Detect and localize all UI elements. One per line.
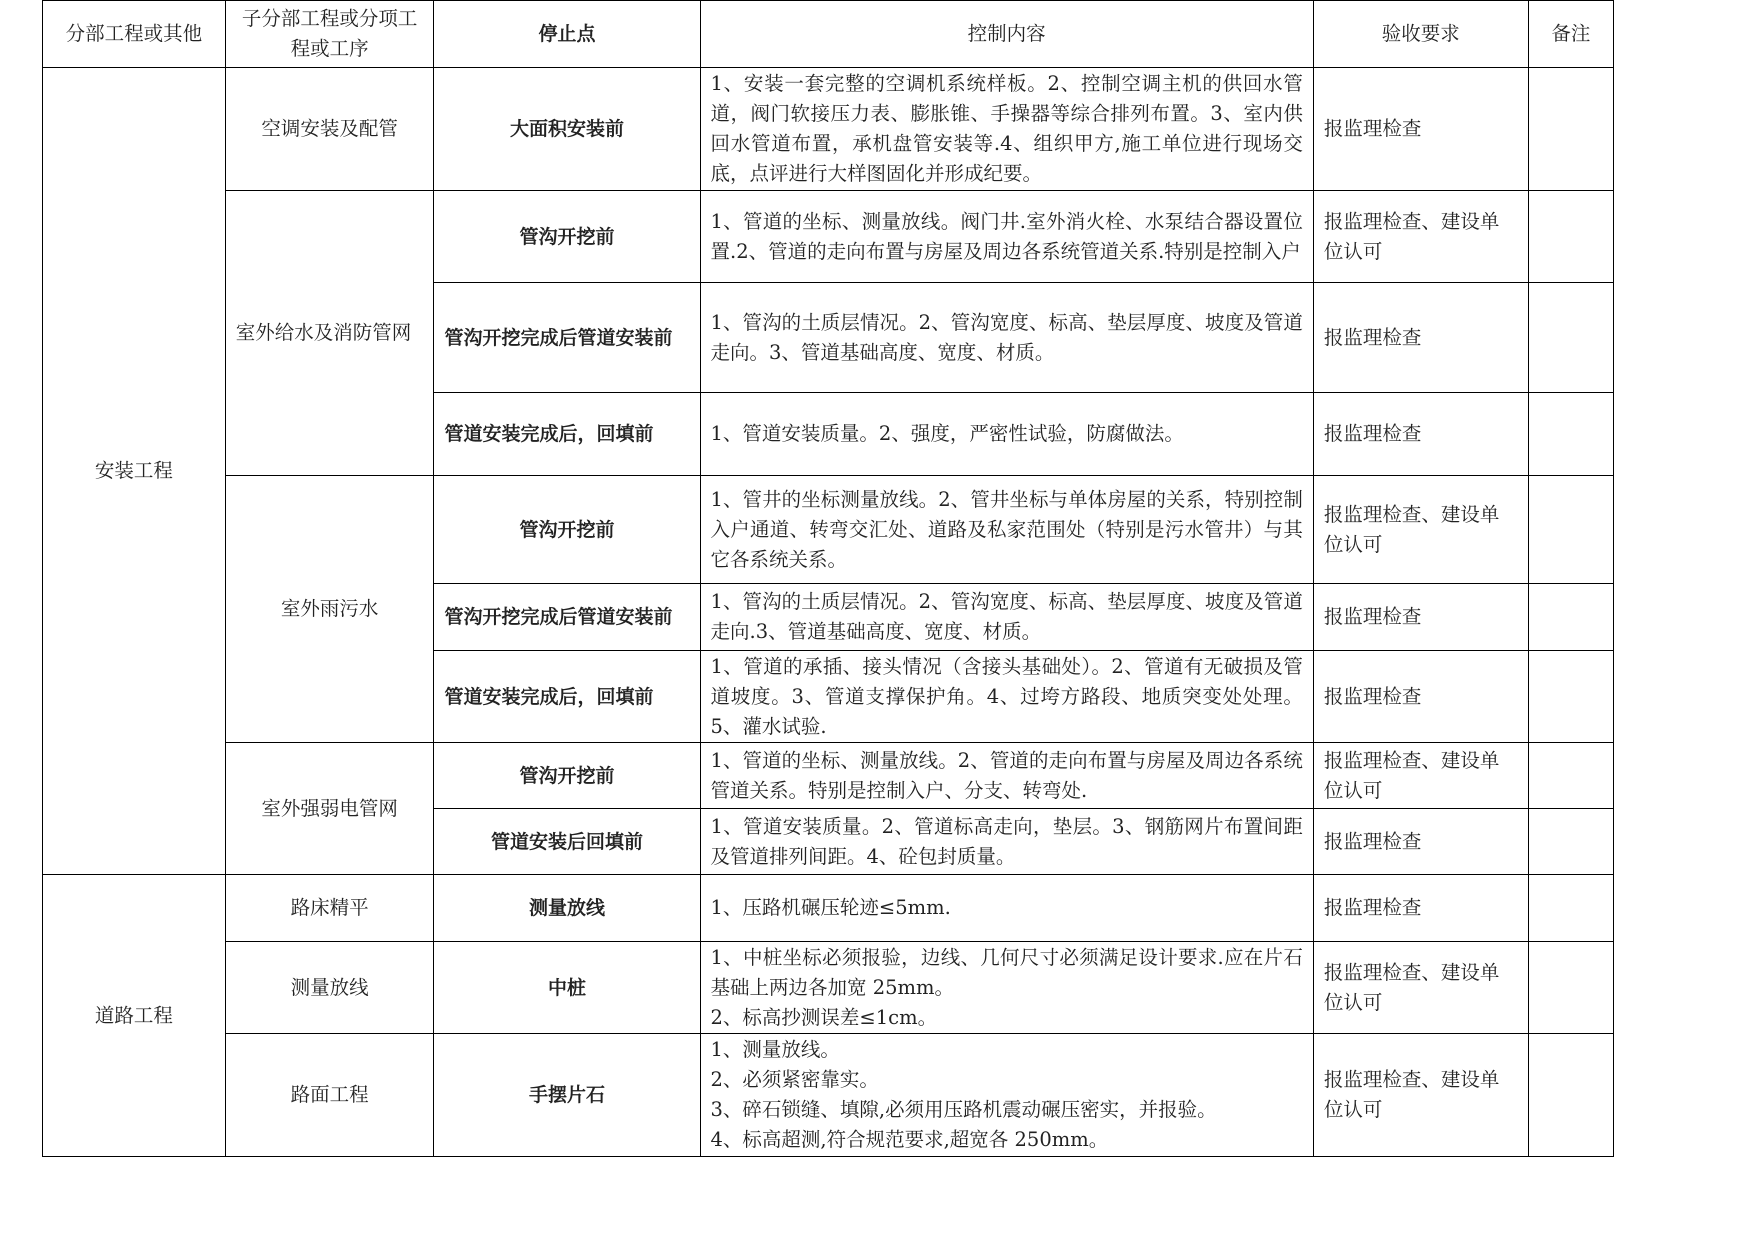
- control-content-cell: 1、管道的坐标、测量放线。2、管道的走向布置与房屋及周边各系统管道关系。特别是控制入户、分支、转弯处.: [700, 743, 1313, 809]
- header-acceptance: 验收要求: [1313, 1, 1528, 68]
- remarks-cell: [1528, 476, 1613, 584]
- stop-point-cell: 管道安装完成后，回填前: [434, 393, 700, 476]
- control-content-cell: 1、测量放线。 2、必须紧密靠实。 3、碎石锁缝、填隙,必须用压路机震动碾压密实，并报验。 4、标高超测,符合规范要求,超宽各 250mm。: [700, 1034, 1313, 1157]
- control-content-cell: 1、管道的承插、接头情况（含接头基础处）。2、管道有无破损及管道坡度。3、管道支撑保护角。4、过垮方路段、地质突变处处理。5、灌水试验.: [700, 651, 1313, 743]
- remarks-cell: [1528, 651, 1613, 743]
- control-content-cell: 1、管沟的土质层情况。2、管沟宽度、标高、垫层厚度、坡度及管道走向。3、管道基础高度、宽度、材质。: [700, 283, 1313, 393]
- acceptance-cell: 报监理检查: [1313, 393, 1528, 476]
- header-remarks: 备注: [1528, 1, 1613, 68]
- acceptance-cell: 报监理检查: [1313, 809, 1528, 875]
- table-row: [43, 68, 1614, 191]
- acceptance-cell: 报监理检查、建设单位认可: [1313, 191, 1528, 283]
- control-content-cell: 1、管沟的土质层情况。2、管沟宽度、标高、垫层厚度、坡度及管道走向.3、管道基础高度、宽度、材质。: [700, 584, 1313, 651]
- header-subdivision: 子分部工程或分项工程或工序: [225, 1, 434, 68]
- table-row: [43, 191, 1614, 283]
- acceptance-cell: 报监理检查: [1313, 283, 1528, 393]
- header-stop-point: 停止点: [434, 1, 700, 68]
- table-row: [43, 1034, 1614, 1157]
- subdivision-cell: 空调安装及配管: [225, 68, 434, 191]
- stop-point-cell: 中桩: [434, 942, 700, 1034]
- acceptance-cell: 报监理检查: [1313, 584, 1528, 651]
- stop-point-cell: 测量放线: [434, 875, 700, 942]
- remarks-cell: [1528, 1034, 1613, 1157]
- header-row: [43, 1, 1614, 68]
- acceptance-cell: 报监理检查: [1313, 68, 1528, 191]
- acceptance-cell: 报监理检查: [1313, 875, 1528, 942]
- remarks-cell: [1528, 875, 1613, 942]
- table-row: [43, 875, 1614, 942]
- stop-point-cell: 管道安装完成后，回填前: [434, 651, 700, 743]
- stop-point-cell: 管沟开挖完成后管道安装前: [434, 584, 700, 651]
- acceptance-cell: 报监理检查、建设单位认可: [1313, 476, 1528, 584]
- control-content-cell: 1、管井的坐标测量放线。2、管井坐标与单体房屋的关系，特别控制入户通道、转弯交汇处、道路及私家范围处（特别是污水管井）与其它各系统关系。: [700, 476, 1313, 584]
- header-division: 分部工程或其他: [43, 1, 226, 68]
- stop-point-cell: 管沟开挖前: [434, 191, 700, 283]
- remarks-cell: [1528, 393, 1613, 476]
- stop-point-cell: 大面积安装前: [434, 68, 700, 191]
- division-cell: 道路工程: [43, 875, 226, 1157]
- acceptance-cell: 报监理检查: [1313, 651, 1528, 743]
- table-row: [43, 476, 1614, 584]
- acceptance-cell: 报监理检查、建设单位认可: [1313, 743, 1528, 809]
- control-content-cell: 1、管道的坐标、测量放线。阀门井.室外消火栓、水泵结合器设置位置.2、管道的走向布置与房屋及周边各系统管道关系.特别是控制入户: [700, 191, 1313, 283]
- header-control-content: 控制内容: [700, 1, 1313, 68]
- remarks-cell: [1528, 809, 1613, 875]
- control-content-cell: 1、中桩坐标必须报验，边线、几何尺寸必须满足设计要求.应在片石基础上两边各加宽 25mm。 2、标高抄测误差≤1cm。: [700, 942, 1313, 1034]
- subdivision-cell: 测量放线: [225, 942, 434, 1034]
- remarks-cell: [1528, 743, 1613, 809]
- division-cell: 安装工程: [43, 68, 226, 875]
- acceptance-cell: 报监理检查、建设单位认可: [1313, 1034, 1528, 1157]
- control-content-cell: 1、安装一套完整的空调机系统样板。2、控制空调主机的供回水管道，阀门软接压力表、膨胀锥、手操器等综合排列布置。3、室内供回水管道布置，承机盘管安装等.4、组织甲方,施工单位进行现场交底，点评进行大样图固化并形成纪要。: [700, 68, 1313, 191]
- control-point-table: [42, 0, 1614, 1157]
- stop-point-cell: 管沟开挖前: [434, 476, 700, 584]
- control-content-cell: 1、压路机碾压轮迹≤5mm.: [700, 875, 1313, 942]
- stop-point-cell: 管沟开挖完成后管道安装前: [434, 283, 700, 393]
- remarks-cell: [1528, 68, 1613, 191]
- table-row: [43, 743, 1614, 809]
- remarks-cell: [1528, 942, 1613, 1034]
- subdivision-cell: 路床精平: [225, 875, 434, 942]
- subdivision-cell: 室外给水及消防管网: [225, 191, 434, 476]
- stop-point-cell: 手摆片石: [434, 1034, 700, 1157]
- table-row: [43, 942, 1614, 1034]
- subdivision-cell: 室外强弱电管网: [225, 743, 434, 875]
- subdivision-cell: 室外雨污水: [225, 476, 434, 743]
- acceptance-cell: 报监理检查、建设单位认可: [1313, 942, 1528, 1034]
- stop-point-cell: 管沟开挖前: [434, 743, 700, 809]
- control-content-cell: 1、管道安装质量。2、强度，严密性试验，防腐做法。: [700, 393, 1313, 476]
- remarks-cell: [1528, 584, 1613, 651]
- control-content-cell: 1、管道安装质量。2、管道标高走向，垫层。3、钢筋网片布置间距及管道排列间距。4、砼包封质量。: [700, 809, 1313, 875]
- remarks-cell: [1528, 283, 1613, 393]
- remarks-cell: [1528, 191, 1613, 283]
- subdivision-cell: 路面工程: [225, 1034, 434, 1157]
- stop-point-cell: 管道安装后回填前: [434, 809, 700, 875]
